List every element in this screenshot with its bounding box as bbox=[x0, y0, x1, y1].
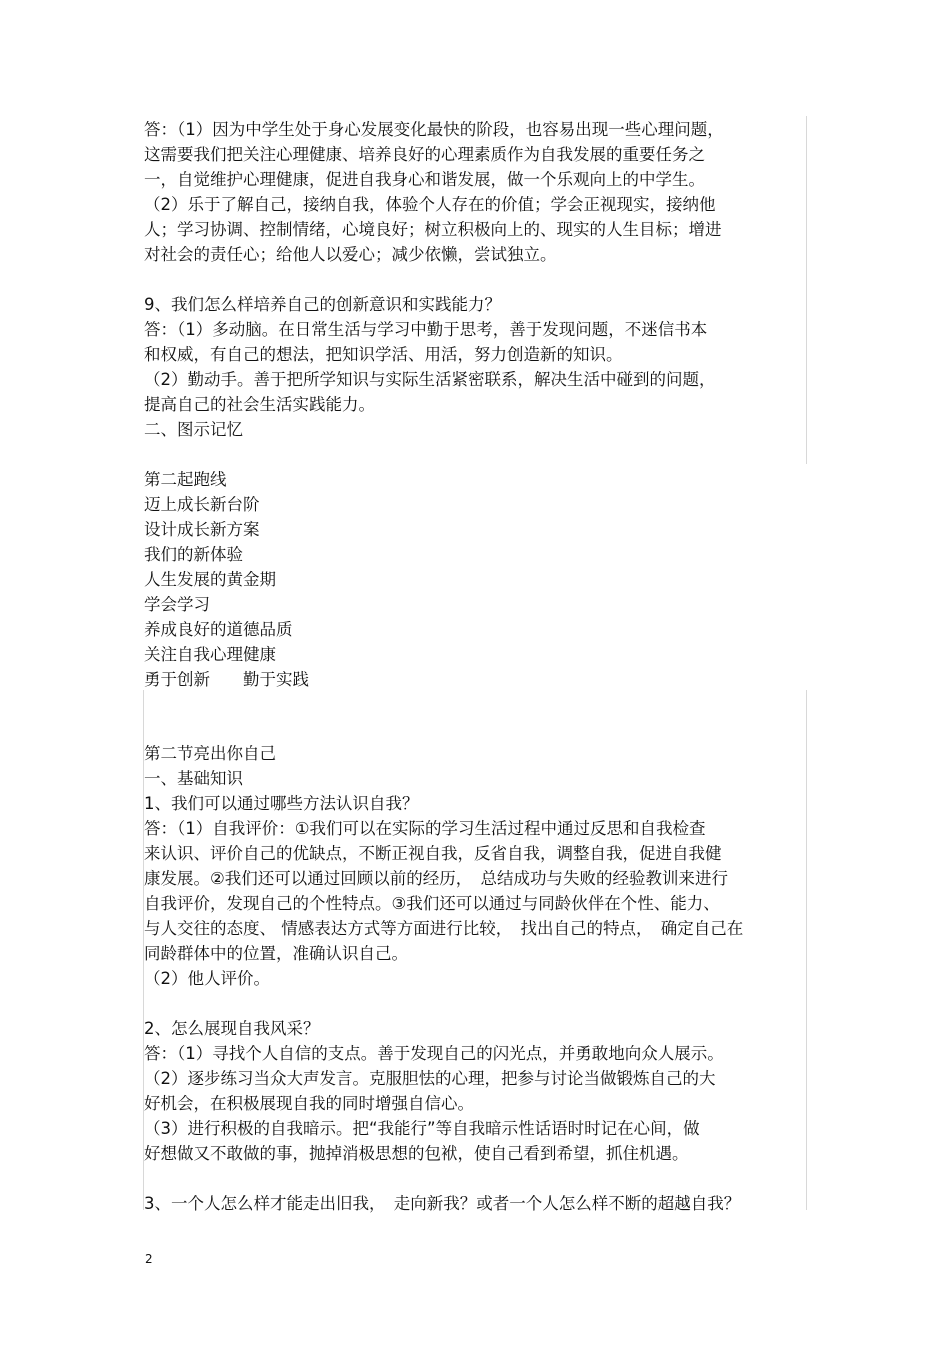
text-line: 答：（1）自我评价：①我们可以在实际的学习生活过程中通过反思和自我检查 bbox=[144, 819, 706, 838]
text-line: 自我评价，发现自己的个性特点。③我们还可以通过与同龄伙伴在个性、能力、 bbox=[144, 894, 720, 913]
margin-rule-top bbox=[806, 116, 807, 464]
text-line: 对社会的责任心；给他人以爱心；减少依懒，尝试独立。 bbox=[144, 245, 557, 264]
text-line: 人；学习协调、控制情绪，心境良好；树立积极向上的、现实的人生目标；增进 bbox=[144, 220, 722, 239]
diagram-item: 养成良好的道德品质 bbox=[144, 620, 293, 639]
section-title: 第二节亮出你自己 bbox=[144, 744, 276, 763]
answer-8-block bbox=[144, 117, 724, 692]
diagram-item: 第二起跑线 bbox=[144, 470, 227, 489]
text-line: （2）逐步练习当众大声发言。克服胆怯的心理，把参与讨论当做锻炼自己的大 bbox=[144, 1069, 716, 1088]
text-line: 好机会，在积极展现自我的同时增强自信心。 bbox=[144, 1094, 474, 1113]
section-heading: 二、图示记忆 bbox=[144, 420, 243, 439]
question-heading: 1、我们可以通过哪些方法认识自我？ bbox=[144, 794, 419, 813]
text-line: 与人交往的态度、 情感表达方式等方面进行比较， 找出自己的特点， 确定自己在 bbox=[144, 919, 744, 938]
diagram-item: 设计成长新方案 bbox=[144, 520, 260, 539]
paragraph-gap bbox=[144, 267, 724, 292]
diagram-item: 学会学习 bbox=[144, 595, 210, 614]
text-line: 答：（1）多动脑。在日常生活与学习中勤于思考，善于发现问题，不迷信书本 bbox=[144, 320, 708, 339]
text-line: 这需要我们把关注心理健康、培养良好的心理素质作为自我发展的重要任务之 bbox=[144, 145, 705, 164]
diagram-item: 勇于创新 勤于实践 bbox=[144, 670, 309, 689]
paragraph-gap bbox=[144, 1166, 743, 1191]
paragraph-gap bbox=[144, 991, 743, 1016]
page-number: 2 bbox=[145, 1252, 153, 1266]
text-line: （2）乐于了解自己，接纳自我，体验个人存在的价值；学会正视现实，接纳他 bbox=[144, 195, 716, 214]
diagram-item: 我们的新体验 bbox=[144, 545, 243, 564]
diagram-item: 迈上成长新台阶 bbox=[144, 495, 260, 514]
section-heading: 一、基础知识 bbox=[144, 769, 243, 788]
section-two-block bbox=[144, 741, 743, 1216]
question-heading: 3、一个人怎么样才能走出旧我， 走向新我？或者一个人怎么样不断的超越自我？ bbox=[144, 1194, 741, 1213]
text-line: （2）勤动手。善于把所学知识与实际生活紧密联系，解决生活中碰到的问题， bbox=[144, 370, 716, 389]
text-line: 答：（1）寻找个人自信的支点。善于发现自己的闪光点，并勇敢地向众人展示。 bbox=[144, 1044, 724, 1063]
diagram-item: 人生发展的黄金期 bbox=[144, 570, 276, 589]
paragraph-gap bbox=[144, 442, 724, 467]
diagram-item: 关注自我心理健康 bbox=[144, 645, 276, 664]
text-line: 答：（1）因为中学生处于身心发展变化最快的阶段，也容易出现一些心理问题， bbox=[144, 120, 724, 139]
text-line: 来认识、评价自己的优缺点，不断正视自我，反省自我，调整自我，促进自我健 bbox=[144, 844, 722, 863]
text-line: （3）进行积极的自我暗示。把“我能行”等自我暗示性话语时时记在心间，做 bbox=[144, 1119, 700, 1138]
question-heading: 2、怎么展现自我风采？ bbox=[144, 1019, 320, 1038]
text-line: 康发展。②我们还可以通过回顾以前的经历， 总结成功与失败的经验教训来进行 bbox=[144, 869, 729, 888]
question-heading: 9、我们怎么样培养自己的创新意识和实践能力？ bbox=[144, 295, 501, 314]
text-line: 同龄群体中的位置，准确认识自己。 bbox=[144, 944, 408, 963]
text-line: 和权威，有自己的想法，把知识学活、用活，努力创造新的知识。 bbox=[144, 345, 623, 364]
text-line: 提高自己的社会生活实践能力。 bbox=[144, 395, 375, 414]
text-line: （2）他人评价。 bbox=[144, 969, 270, 988]
margin-rule-right bbox=[806, 690, 807, 1210]
text-line: 好想做又不敢做的事，抛掉消极思想的包袱，使自己看到希望，抓住机遇。 bbox=[144, 1144, 689, 1163]
text-line: 一，自觉维护心理健康，促进自我身心和谐发展，做一个乐观向上的中学生。 bbox=[144, 170, 705, 189]
